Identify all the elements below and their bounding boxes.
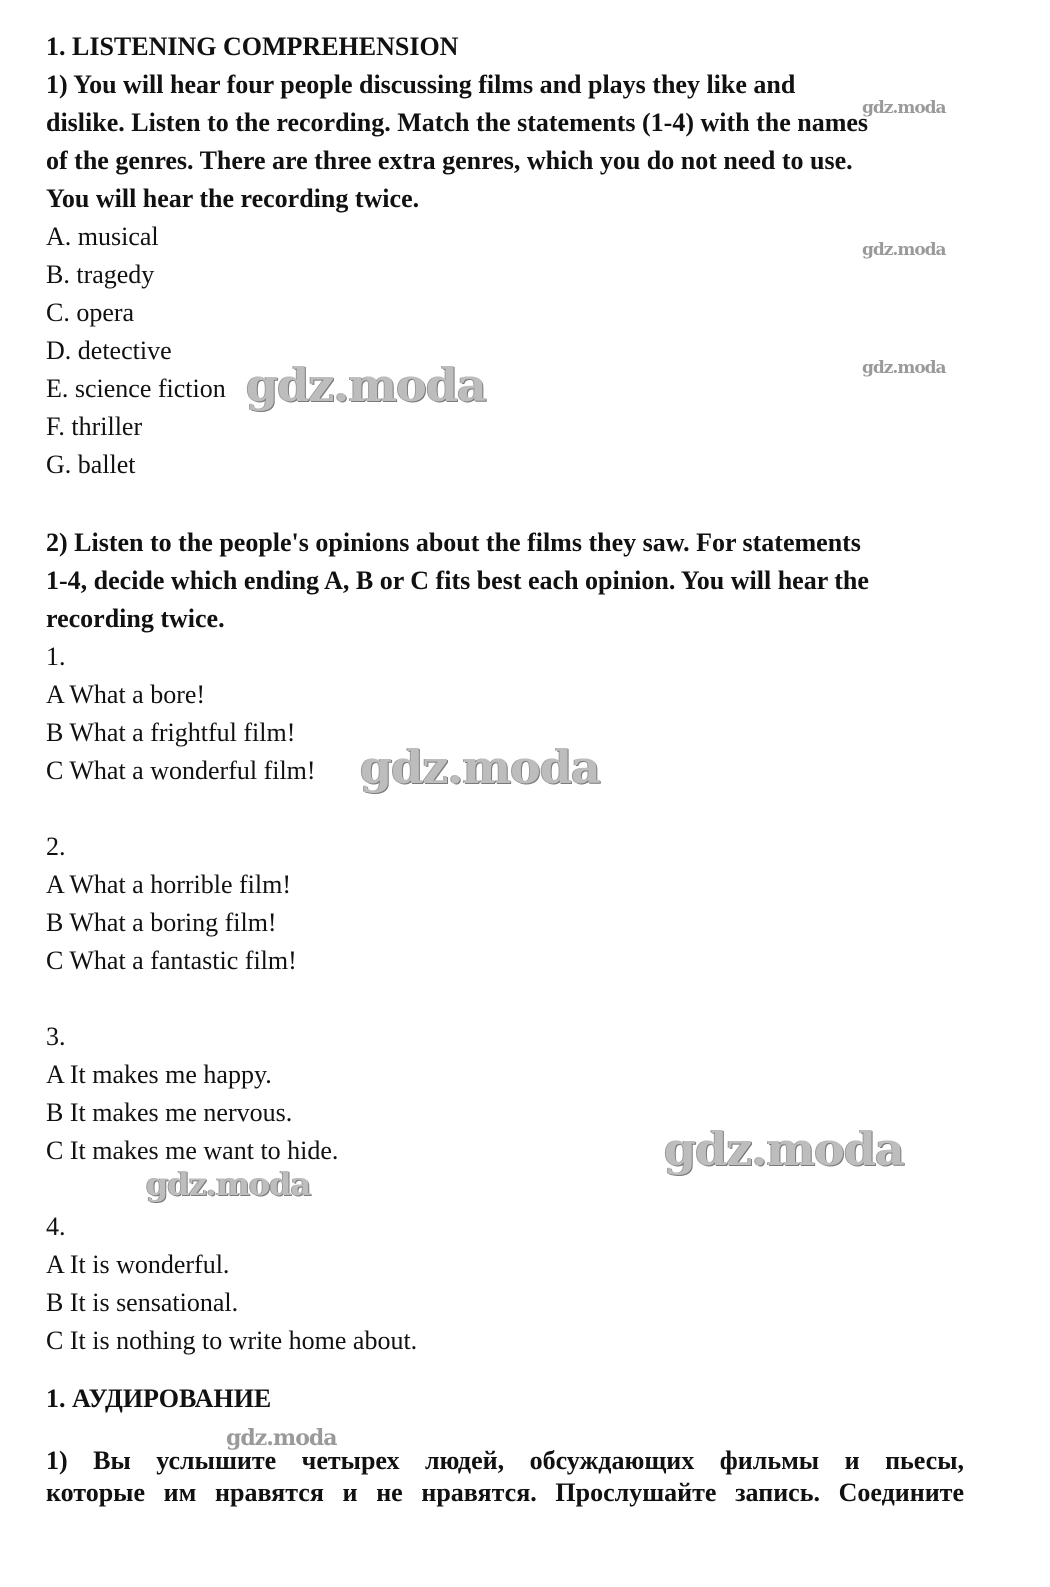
- section-heading: 1. LISTENING COMPREHENSION: [46, 32, 459, 61]
- question-number: 1.: [46, 642, 66, 671]
- task1-instruction-line-3: of the genres. There are three extra genres, which you do not need to use.: [46, 146, 853, 175]
- ru-instruction-line-2: которые им нравятся и не нравятся. Прослушайте запись. Соедините: [46, 1478, 964, 1507]
- question-number: 4.: [46, 1212, 66, 1241]
- genre-item: D. detective: [46, 336, 172, 365]
- task1-instruction-line-2: dislike. Listen to the recording. Match the statements (1-4) with the names: [46, 108, 869, 137]
- answer-option: A It is wonderful.: [46, 1250, 230, 1279]
- genre-item: B. tragedy: [46, 260, 155, 289]
- watermark: gdz.moda: [862, 240, 946, 260]
- answer-option: B It makes me nervous.: [46, 1098, 293, 1127]
- task1-instruction-line-4: You will hear the recording twice.: [46, 184, 420, 213]
- task1-instruction-line-1: 1) You will hear four people discussing films and plays they like and: [46, 70, 796, 99]
- answer-option: C What a wonderful film!: [46, 756, 316, 785]
- watermark: gdz.moda: [664, 1122, 904, 1176]
- answer-option: A It makes me happy.: [46, 1060, 272, 1089]
- watermark: gdz.moda: [146, 1165, 311, 1203]
- watermark: gdz.moda: [226, 1425, 337, 1451]
- genre-item: A. musical: [46, 222, 159, 251]
- answer-option: C It is nothing to write home about.: [46, 1326, 418, 1355]
- ru-instruction-line-1: 1) Вы услышите четырех людей, обсуждающих фильмы и пьесы,: [46, 1446, 964, 1475]
- watermark: gdz.moda: [862, 358, 946, 378]
- answer-option: B What a boring film!: [46, 908, 277, 937]
- answer-option: C It makes me want to hide.: [46, 1136, 339, 1165]
- genre-item: C. opera: [46, 298, 135, 327]
- task2-instruction-line-3: recording twice.: [46, 604, 225, 633]
- answer-option: B It is sensational.: [46, 1288, 239, 1317]
- answer-option: B What a frightful film!: [46, 718, 296, 747]
- answer-option: A What a bore!: [46, 680, 206, 709]
- genre-item: F. thriller: [46, 412, 143, 441]
- question-number: 2.: [46, 832, 66, 861]
- task2-instruction-line-1: 2) Listen to the people's opinions about the films they saw. For statements: [46, 528, 861, 557]
- task2-instruction-line-2: 1-4, decide which ending A, B or C fits best each opinion. You will hear the: [46, 566, 869, 595]
- watermark: gdz.moda: [862, 98, 946, 118]
- genre-item: G. ballet: [46, 450, 136, 479]
- watermark: gdz.moda: [360, 740, 600, 794]
- answer-option: C What a fantastic film!: [46, 946, 297, 975]
- genre-item: E. science fiction: [46, 374, 226, 403]
- watermark: gdz.moda: [246, 358, 486, 412]
- answer-option: A What a horrible film!: [46, 870, 292, 899]
- section-heading-ru: 1. АУДИРОВАНИЕ: [46, 1384, 272, 1413]
- question-number: 3.: [46, 1022, 66, 1051]
